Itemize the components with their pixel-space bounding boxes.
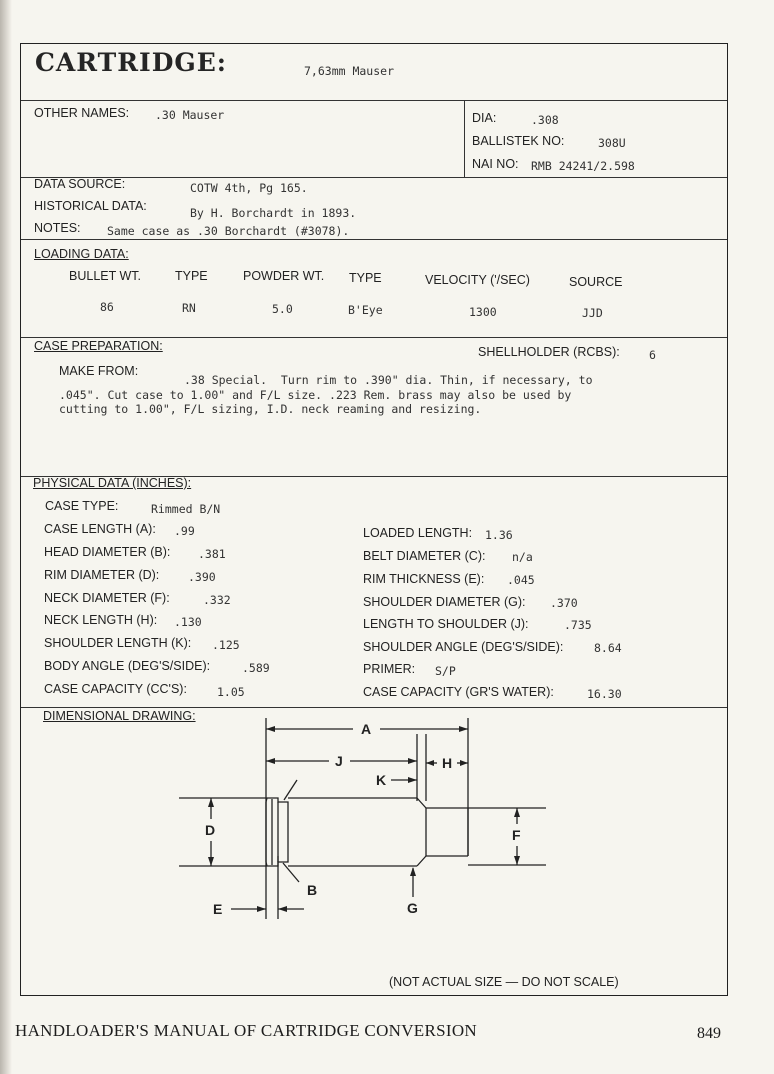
case-shoulder-top-outline <box>417 798 426 808</box>
case-dimensional-drawing <box>1 1 741 981</box>
head-diameter-label: HEAD DIAMETER (B): <box>44 545 171 559</box>
arrowhead <box>514 856 520 865</box>
page-number: 849 <box>697 1025 721 1042</box>
dimensional-drawing-heading: DIMENSIONAL DRAWING: <box>43 709 196 723</box>
not-to-scale-note: (NOT ACTUAL SIZE — DO NOT SCALE) <box>389 975 619 989</box>
nai-value: RMB 24241/2.598 <box>531 159 635 173</box>
ballistek-label: BALLISTEK NO: <box>472 134 565 148</box>
primer-value: S/P <box>435 664 456 678</box>
arrowhead <box>257 906 266 912</box>
leader-line-b-top <box>284 780 297 800</box>
arrowhead <box>266 726 275 732</box>
case-prep-heading: CASE PREPARATION: <box>34 339 163 353</box>
cartridge-data-form <box>20 43 728 996</box>
other-names-value: .30 Mauser <box>155 108 225 122</box>
book-title-footer: HANDLOADER'S MANUAL OF CARTRIDGE CONVERSION <box>15 1021 477 1040</box>
cartridge-name: 7,63mm Mauser <box>304 64 395 78</box>
loading-col-bullet-wt: BULLET WT. <box>69 269 142 283</box>
arrowhead <box>460 760 468 766</box>
shoulder-length-value: .125 <box>212 638 240 652</box>
loading-bullet-type: RN <box>182 301 196 315</box>
length-to-shoulder-value: .735 <box>564 618 592 632</box>
rim-thickness-value: .045 <box>507 573 535 587</box>
belt-diameter-label: BELT DIAMETER (C): <box>363 549 486 563</box>
shellholder-label: SHELLHOLDER (RCBS): <box>478 345 620 359</box>
nai-label: NAI NO: <box>472 157 519 171</box>
dimension-label-g: G <box>407 900 418 916</box>
loading-col-velocity: VELOCITY ('/SEC) <box>425 273 530 287</box>
case-capacity-cc-label: CASE CAPACITY (CC'S): <box>44 682 187 696</box>
shoulder-diameter-label: SHOULDER DIAMETER (G): <box>363 595 526 609</box>
dimension-label-e: E <box>213 901 223 917</box>
belt-diameter-value: n/a <box>512 550 533 564</box>
body-angle-label: BODY ANGLE (DEG'S/SIDE): <box>44 659 211 673</box>
arrowhead <box>278 906 287 912</box>
loaded-length-label: LOADED LENGTH: <box>363 526 473 540</box>
length-to-shoulder-label: LENGTH TO SHOULDER (J): <box>363 617 529 631</box>
form-title: CARTRIDGE: <box>35 48 228 77</box>
loading-col-powder-wt: POWDER WT. <box>243 269 325 283</box>
arrowhead <box>208 798 214 807</box>
case-type-label: CASE TYPE: <box>45 499 119 513</box>
arrowhead <box>408 777 417 783</box>
make-from-label: MAKE FROM: <box>59 364 139 378</box>
historical-label: HISTORICAL DATA: <box>34 199 147 213</box>
neck-diameter-value: .332 <box>203 593 231 607</box>
notes-value: Same case as .30 Borchardt (#3078). <box>107 224 350 238</box>
shoulder-length-label: SHOULDER LENGTH (K): <box>44 636 192 650</box>
dimension-label-d: D <box>205 822 216 838</box>
loaded-length-value: 1.36 <box>485 528 513 542</box>
loading-col-powder-type: TYPE <box>349 271 382 285</box>
shoulder-angle-value: 8.64 <box>594 641 622 655</box>
case-shoulder-bottom-outline <box>417 856 426 866</box>
loading-source: JJD <box>582 306 603 320</box>
dia-label: DIA: <box>472 111 497 125</box>
neck-diameter-label: NECK DIAMETER (F): <box>44 591 170 605</box>
ballistek-value: 308U <box>598 136 626 150</box>
arrowhead <box>514 808 520 817</box>
loading-powder-type: B'Eye <box>348 303 383 317</box>
dimension-label-k: K <box>376 772 387 788</box>
case-capacity-water-label: CASE CAPACITY (GR'S WATER): <box>363 685 554 699</box>
neck-length-value: .130 <box>174 615 202 629</box>
dimension-label-f: F <box>512 827 521 843</box>
loading-bullet-wt: 86 <box>100 300 114 314</box>
loading-col-source: SOURCE <box>569 275 623 289</box>
case-capacity-cc-value: 1.05 <box>217 685 245 699</box>
dimension-label-j: J <box>335 753 343 769</box>
dia-value: .308 <box>531 113 559 127</box>
head-diameter-value: .381 <box>198 547 226 561</box>
loading-velocity: 1300 <box>469 305 497 319</box>
loading-col-bullet-type: TYPE <box>175 269 208 283</box>
other-names-label: OTHER NAMES: <box>34 106 130 120</box>
loading-data-heading: LOADING DATA: <box>34 247 129 261</box>
data-source-value: COTW 4th, Pg 165. <box>190 181 308 195</box>
notes-label: NOTES: <box>34 221 81 235</box>
arrowhead <box>266 758 275 764</box>
dimension-label-a: A <box>361 721 372 737</box>
rim-thickness-label: RIM THICKNESS (E): <box>363 572 485 586</box>
arrowhead <box>208 857 214 866</box>
loading-powder-wt: 5.0 <box>272 302 293 316</box>
arrowhead <box>408 758 417 764</box>
make-from-instructions: .38 Special. Turn rim to .390" dia. Thin, if necessary, to .045". Cut case to 1.00" and F/L size. .223 Rem. brass may also be used by cutting to 1.00", F/L sizing, I.D. neck reaming and resizing. <box>59 373 593 416</box>
case-length-label: CASE LENGTH (A): <box>44 522 156 536</box>
case-type-value: Rimmed B/N <box>151 502 221 516</box>
arrowhead <box>459 726 468 732</box>
primer-label: PRIMER: <box>363 662 416 676</box>
case-capacity-water-value: 16.30 <box>587 687 622 701</box>
arrowhead <box>426 760 434 766</box>
arrowhead <box>410 867 416 876</box>
physical-data-heading: PHYSICAL DATA (INCHES): <box>33 476 192 490</box>
dimension-label-h: H <box>442 755 453 771</box>
body-angle-value: .589 <box>242 661 270 675</box>
shoulder-angle-label: SHOULDER ANGLE (DEG'S/SIDE): <box>363 640 564 654</box>
rim-diameter-label: RIM DIAMETER (D): <box>44 568 160 582</box>
rim-diameter-value: .390 <box>188 570 216 584</box>
dimension-label-b: B <box>307 882 318 898</box>
data-source-label: DATA SOURCE: <box>34 177 126 191</box>
historical-value: By H. Borchardt in 1893. <box>190 206 357 220</box>
shellholder-value: 6 <box>649 348 656 362</box>
shoulder-diameter-value: .370 <box>550 596 578 610</box>
neck-length-label: NECK LENGTH (H): <box>44 613 158 627</box>
case-length-value: .99 <box>174 524 195 538</box>
